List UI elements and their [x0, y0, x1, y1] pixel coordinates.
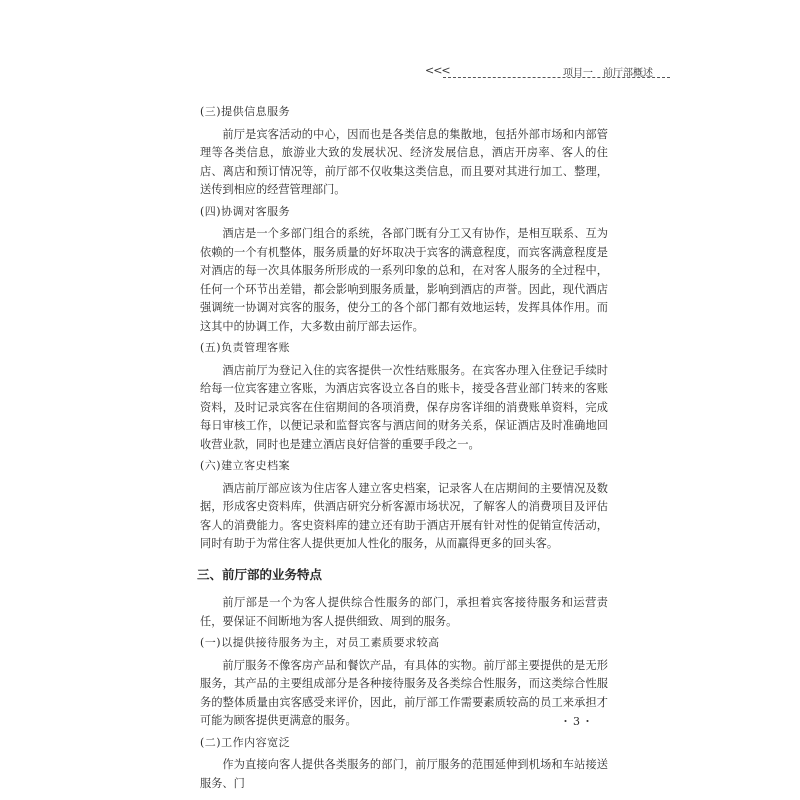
paragraph: 前厅服务不像客房产品和餐饮产品，有具体的实物。前厅部主要提供的是无形服务，其产品的主要组成部分是各种接待服务及各类综合性服务，而这类综合性服务的整体质量由宾客感受来评价，因此，前厅部工作需要素质较高的员工来承担才可能为顾客提供更满意的服务。	[200, 658, 608, 727]
subheading-work-scope: (二)工作内容宽泛	[200, 735, 291, 749]
running-header	[425, 63, 670, 81]
subheading-coordination: (四)协调对客服务	[200, 204, 291, 218]
paragraph: 酒店前厅部应该为住店客人建立客史档案，记录客人在店期间的主要情况及数据，形成客史资料库，供酒店研究分析客源市场状况，了解客人的消费项目及评估客人的消费能力。客史资料库的建立还有助于酒店开展有针对性的促销宣传活动，同时有助于为常住客人提供更加人性化的服务，从而赢得更多的回头客。	[200, 481, 608, 550]
subheading-reception: (一)以提供接待服务为主，对员工素质要求较高	[200, 636, 440, 649]
paragraph: 前厅是宾客活动的中心，因而也是各类信息的集散地，包括外部市场和内部管理等各类信息，旅游业大致的发展状况、经济发展信息，酒店开房率、客人的住店、离店和预订情况等，前厅部不仅收集这类信息，而且要对其进行加工、整理，送传到相应的经营管理部门。	[200, 127, 608, 196]
paragraph: 前厅部是一个为客人提供综合性服务的部门，承担着宾客接待服务和运营责任，要保证不间断地为客人提供细致、周到的服务。	[200, 596, 608, 628]
subheading-accounts: (五)负责管理客账	[200, 341, 291, 354]
header-title: 项目一 前厅部概述	[563, 68, 653, 79]
subheading-guest-history: (六)建立客史档案	[200, 459, 291, 472]
paragraph: 酒店是一个多部门组合的系统，各部门既有分工又有协作，是相互联系、互为依赖的一个有机整体，服务质量的好坏取决于宾客的满意程度，而宾客满意程度是对酒店的每一次具体服务所形成的一系列印象的总和，在对客人服务的全过程中，任何一个环节出差错，都会影响到服务质量，影响到酒店的声誉。因此，现代酒店强调统一协调对宾客的服务，使分工的各个部门都有效地运转，发挥具体作用。而这其中的协调工作，大多数由前厅部去运作。	[200, 227, 608, 333]
page-content	[197, 100, 608, 793]
page-number: ・3・	[560, 715, 595, 728]
paragraph: 酒店前厅为登记入住的宾客提供一次性结账服务。在宾客办理入住登记手续时给每一位宾客建立客账，为酒店宾客设立各自的账卡，接受各营业部门转来的客账资料，及时记录宾客在住宿期间的各项消费，保存房客详细的消费账单资料，完成每日审核工作，以便记录和监督宾客与酒店间的财务关系，保证酒店及时准确地回收营业款，同时也是建立酒店良好信誉的重要手段之一。	[200, 363, 608, 451]
subheading-info-service: (三)提供信息服务	[200, 105, 291, 118]
paragraph: 作为直接向客人提供各类服务的部门，前厅服务的范围延伸到机场和车站接送服务、门	[200, 758, 608, 790]
header-rule	[443, 77, 670, 78]
header-arrows-icon: <<<	[425, 64, 450, 77]
section-heading: 三、前厅部的业务特点	[197, 566, 323, 582]
